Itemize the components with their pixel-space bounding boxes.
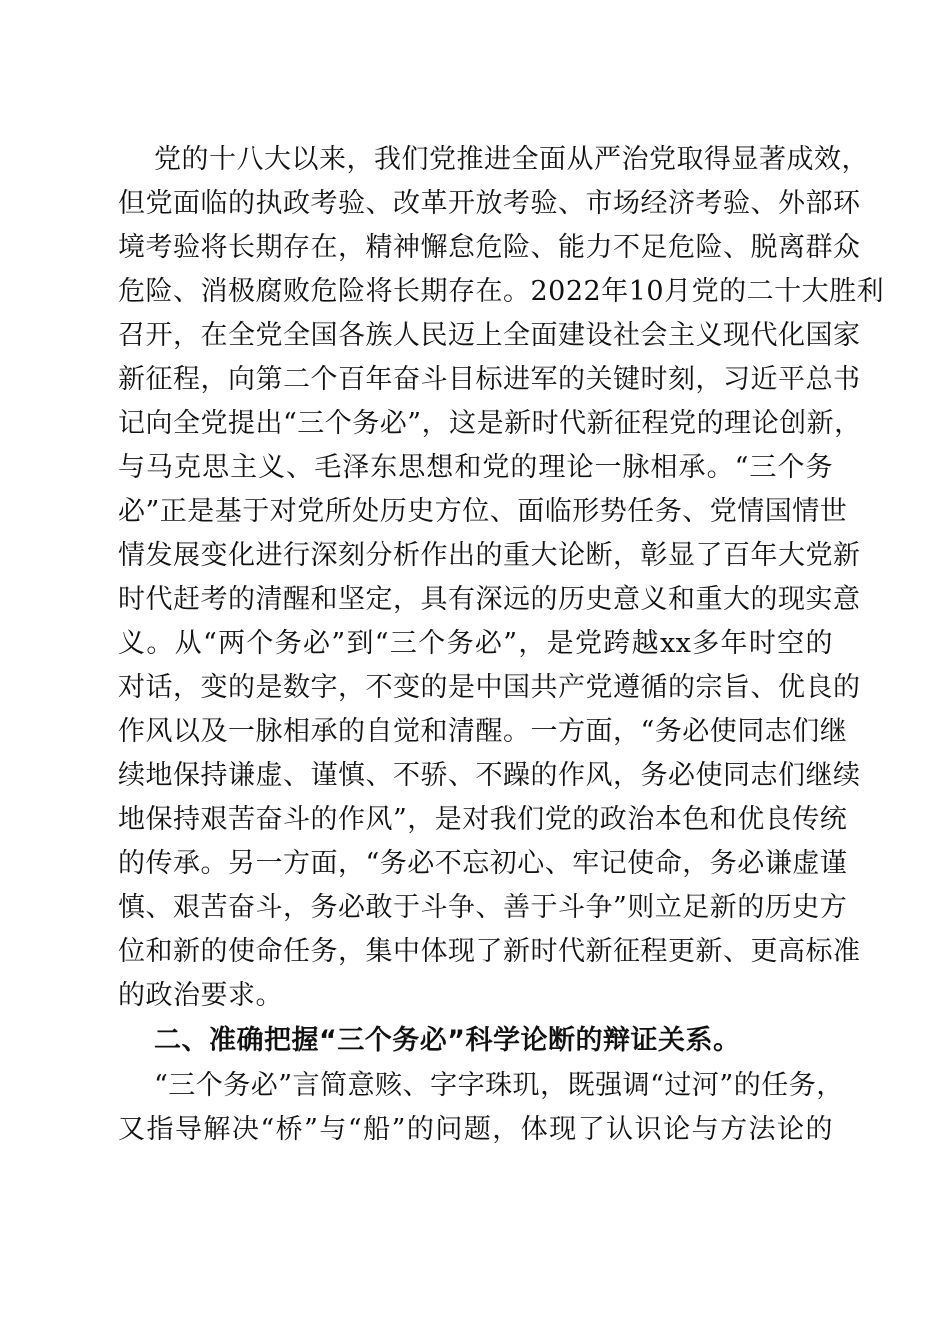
- paragraph-2-line-1: “三个务必”言简意赅、字字珠玑，既强调“过河”的任务，: [154, 1070, 844, 1101]
- paragraph-1-line-5: 召开，在全党全国各族人民迈上全面建设社会主义现代化国家: [118, 320, 861, 351]
- paragraph-1-line-3: 境考验将长期存在，精神懈怠危险、能力不足危险、脱离群众: [118, 232, 861, 263]
- paragraph-1-line-1: 党的十八大以来，我们党推进全面从严治党取得显著成效，: [154, 144, 869, 175]
- paragraph-1-line-10: 情发展变化进行深刻分析作出的重大论断，彰显了百年大党新: [118, 540, 861, 571]
- paragraph-2-line-2: 又指导解决“桥”与“船”的问题，体现了认识论与方法论的: [118, 1114, 833, 1145]
- paragraph-1-line-17: 的传承。另一方面，“务必不忘初心、牢记使命，务必谦虚谨: [118, 848, 848, 879]
- section-heading: 二、准确把握“三个务必”科学论断的辩证关系。: [154, 1025, 741, 1056]
- paragraph-1-line-13: 对话，变的是数字，不变的是中国共产党遵循的宗旨、优良的: [118, 672, 861, 703]
- paragraph-1-line-8: 与马克思主义、毛泽东思想和党的理论一脉相承。“三个务: [118, 452, 833, 483]
- paragraph-1-line-19: 位和新的使命任务，集中体现了新时代新征程更新、更高标准: [118, 936, 861, 967]
- paragraph-1-line-12: 义。从“两个务必”到“三个务必”，是党跨越xx多年时空的: [118, 628, 833, 659]
- paragraph-1-line-14: 作风以及一脉相承的自觉和清醒。一方面，“务必使同志们继: [118, 716, 848, 747]
- paragraph-1-line-2: 但党面临的执政考验、改革开放考验、市场经济考验、外部环: [118, 188, 861, 219]
- paragraph-1-line-18: 慎、艰苦奋斗，务必敢于斗争、善于斗争”则立足新的历史方: [118, 892, 848, 923]
- paragraph-1-line-20: 的政治要求。: [118, 980, 283, 1011]
- paragraph-1-line-4: 危险、消极腐败危险将长期存在。2022年10月党的二十大胜利: [118, 276, 885, 307]
- paragraph-1-line-9: 必”正是基于对党所处历史方位、面临形势任务、党情国情世: [118, 496, 848, 527]
- paragraph-1-line-15: 续地保持谦虚、谨慎、不骄、不躁的作风，务必使同志们继续: [118, 760, 861, 791]
- paragraph-1-line-6: 新征程，向第二个百年奋斗目标进军的关键时刻，习近平总书: [118, 364, 861, 395]
- paragraph-1-line-11: 时代赶考的清醒和坚定，具有深远的历史意义和重大的现实意: [118, 584, 861, 615]
- paragraph-1-line-7: 记向全党提出“三个务必”，这是新时代新征程党的理论创新，: [118, 408, 862, 439]
- paragraph-1-line-16: 地保持艰苦奋斗的作风”，是对我们党的政治本色和优良传统: [118, 804, 848, 835]
